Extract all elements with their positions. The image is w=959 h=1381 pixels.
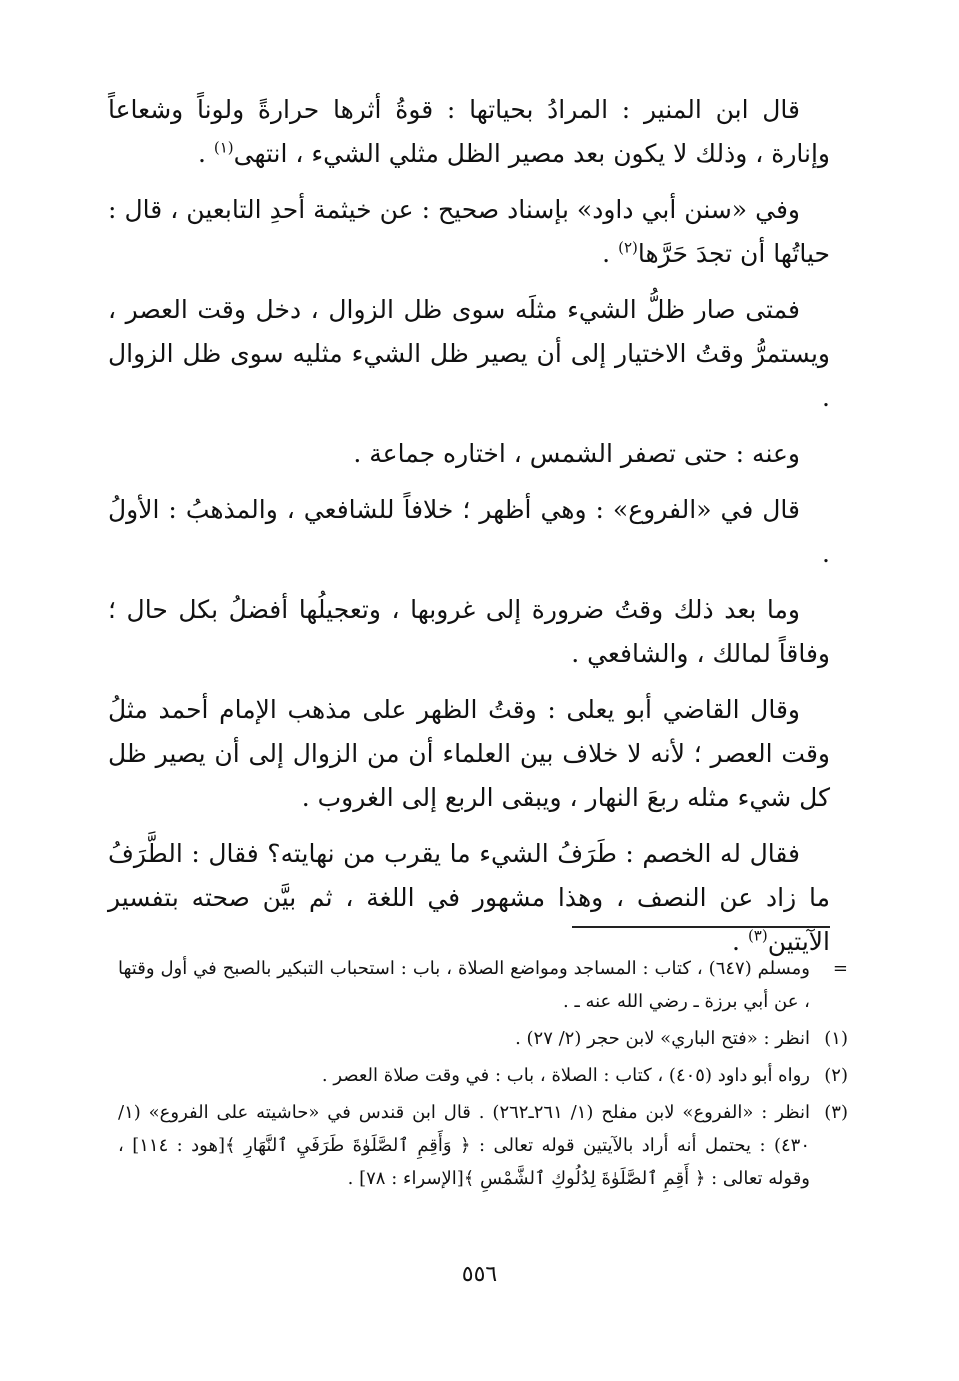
paragraph-text: فقال له الخصم : طَرَفُ الشيء ما يقرب من نهايته؟ فقال : الطَّرَفُ ما زاد عن النصف ، وهذا مشهور في اللغة ، ثم بيَّن صحته بتفسير الآيتين	[108, 839, 830, 956]
footnote-text: ومسلم (٦٤٧) ، كتاب : المساجد ومواضع الصلاة ، باب : استحباب التبكير بالصبح في أول وقتها ، عن أبي برزة ـ رضي الله عنه ـ .	[118, 958, 810, 1012]
paragraph-text: قال في «الفروع» : وهي أظهر ؛ خلافاً للشافعي ، والمذهبُ : الأولُ .	[108, 495, 830, 568]
main-text	[108, 88, 830, 976]
footnote-text: رواه أبو داود (٤٠٥) ، كتاب : الصلاة ، باب : في وقت صلاة العصر .	[321, 1065, 810, 1086]
paragraph	[108, 832, 830, 964]
paragraph-text: وعنه : حتى تصفر الشمس ، اختاره جماعة .	[353, 439, 800, 468]
paragraph-text: وقال القاضي أبو يعلى : وقتُ الظهر على مذهب الإمام أحمد مثلُ وقت العصر ؛ لأنه لا خلاف بين العلماء أن من الزوال إلى أن يصير ظل كل شيء مثله ربعَ النهار ، ويبقى الربع إلى الغروب .	[108, 695, 830, 812]
paragraph-text: وفي «سنن أبي داود» بإسناد صحيح : عن خيثمة أحدِ التابعين ، قال : حياتُها أن تجدَ حَرَّها	[108, 195, 830, 268]
paragraph	[108, 688, 830, 820]
footnote-reference: (١)	[213, 138, 234, 157]
paragraph-text: قال ابن المنير : المرادُ بحياتها : قوةُ أثرها حرارةً ولوناً وشعاعاً وإنارة ، وذلك لا يكون بعد مصير الظل مثلي الشيء ، انتهى	[108, 95, 830, 168]
footnote	[118, 1059, 848, 1092]
footnote-text: انظر : «فتح الباري» لابن حجر (٢/ ٢٧) .	[515, 1028, 810, 1049]
footnote-text: انظر : «الفروع» لابن مفلح (١/ ٢٦١ـ٢٦٢) . قال ابن قندس في «حاشيته على الفروع» (١/ ٤٣٠) : يحتمل أنه أراد بالآيتين قوله تعالى : ﴿ وَأَقِمِ ٱلصَّلَوٰةَ طَرَفَيِ ٱلنَّهَارِ ﴾[هود : ١١٤] ، وقوله تعالى : ﴿ أَقِمِ ٱلصَّلَوٰةَ لِدُلُوكِ ٱلشَّمْسِ ﴾[الإسراء : ٧٨] .	[118, 1102, 810, 1189]
footnote-separator	[572, 926, 830, 928]
footnote	[118, 1022, 848, 1055]
footnote-mark: (٢)	[824, 1065, 848, 1086]
paragraph	[108, 488, 830, 576]
footnote-reference: (٢)	[618, 238, 638, 257]
footnote-reference: (٣)	[747, 926, 768, 945]
paragraph-text: فمتى صار ظلُّ الشيء مثلَه سوى ظل الزوال ، دخل وقت العصر ، ويستمرُّ وقتُ الاختيار إلى أن يصير ظل الشيء مثليه سوى ظل الزوال .	[108, 295, 830, 412]
paragraph-text: وما بعد ذلك وقتُ ضرورة إلى غروبها ، وتعجيلُها أفضلُ بكل حال ؛ وفاقاً لمالك ، والشافعي .	[108, 595, 830, 668]
footnote-mark: (١)	[824, 1028, 848, 1049]
page-number: ٥٥٦	[461, 1262, 498, 1287]
paragraph-tail: .	[602, 239, 619, 268]
footnote-mark: (٣)	[824, 1102, 848, 1123]
paragraph	[108, 88, 830, 176]
paragraph	[108, 188, 830, 276]
paragraph	[108, 288, 830, 420]
footnote	[118, 952, 848, 1018]
paragraph-tail: .	[197, 139, 214, 168]
paragraph	[108, 432, 830, 476]
footnotes	[118, 952, 848, 1199]
paragraph	[108, 588, 830, 676]
paragraph-tail: .	[732, 927, 748, 956]
footnote-mark: =	[832, 958, 848, 979]
footnote	[118, 1096, 848, 1195]
